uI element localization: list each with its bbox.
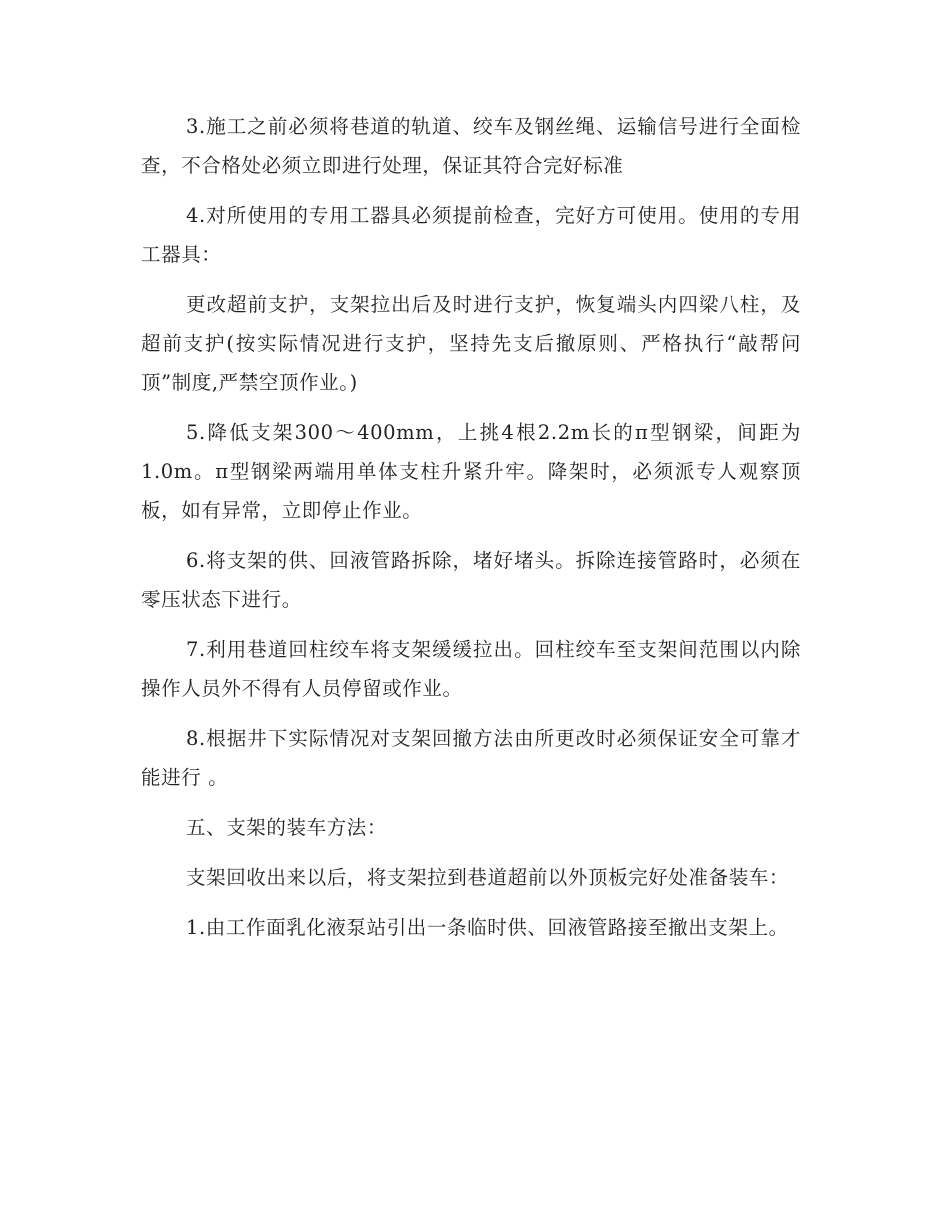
paragraph-gap [141, 185, 801, 196]
paragraph-gap [141, 274, 801, 285]
paragraph-gap [141, 402, 801, 413]
paragraph-item-3: 3.施工之前必须将巷道的轨道、绞车及钢丝绳、运输信号进行全面检查，不合格处必须立即进行处理，保证其符合完好标准 [141, 115, 801, 177]
paragraph-support-change: 更改超前支护，支架拉出后及时进行支护，恢复端头内四梁八柱，及超前支护(按实际情况进行支护，坚持先支后撤原则、严格执行“敲帮问顶”制度,严禁空顶作业。) [141, 293, 801, 394]
paragraph-gap [141, 847, 801, 858]
paragraph-gap [141, 619, 801, 630]
paragraph-gap [141, 897, 801, 908]
paragraph-gap [141, 708, 801, 719]
paragraph-gap [141, 530, 801, 541]
paragraph-item-4: 4.对所使用的专用工器具必须提前检查，完好方可使用。使用的专用工器具： [141, 204, 801, 266]
paragraph-item-8: 8.根据井下实际情况对支架回撤方法由所更改时必须保证安全可靠才能进行 。 [141, 727, 801, 789]
paragraph-loading-intro: 支架回收出来以后，将支架拉到巷道超前以外顶板完好处准备装车： [186, 866, 790, 889]
paragraph-item-5: 5.降低支架300～400mm，上挑4根2.2m长的π型钢梁，间距为1.0m。π型钢梁两端用单体支柱升紧升牢。降架时，必须派专人观察顶板，如有异常，立即停止作业。 [141, 421, 801, 522]
section-heading-loading-method: 五、支架的装车方法： [186, 816, 388, 839]
paragraph-gap [141, 797, 801, 808]
paragraph-loading-item-1: 1.由工作面乳化液泵站引出一条临时供、回液管路接至撤出支架上。 [186, 916, 789, 939]
paragraph-item-7: 7.利用巷道回柱绞车将支架缓缓拉出。回柱绞车至支架间范围以内除操作人员外不得有人员停留或作业。 [141, 638, 801, 700]
document-page [141, 107, 801, 947]
paragraph-item-6: 6.将支架的供、回液管路拆除，堵好堵头。拆除连接管路时，必须在零压状态下进行。 [141, 549, 801, 611]
